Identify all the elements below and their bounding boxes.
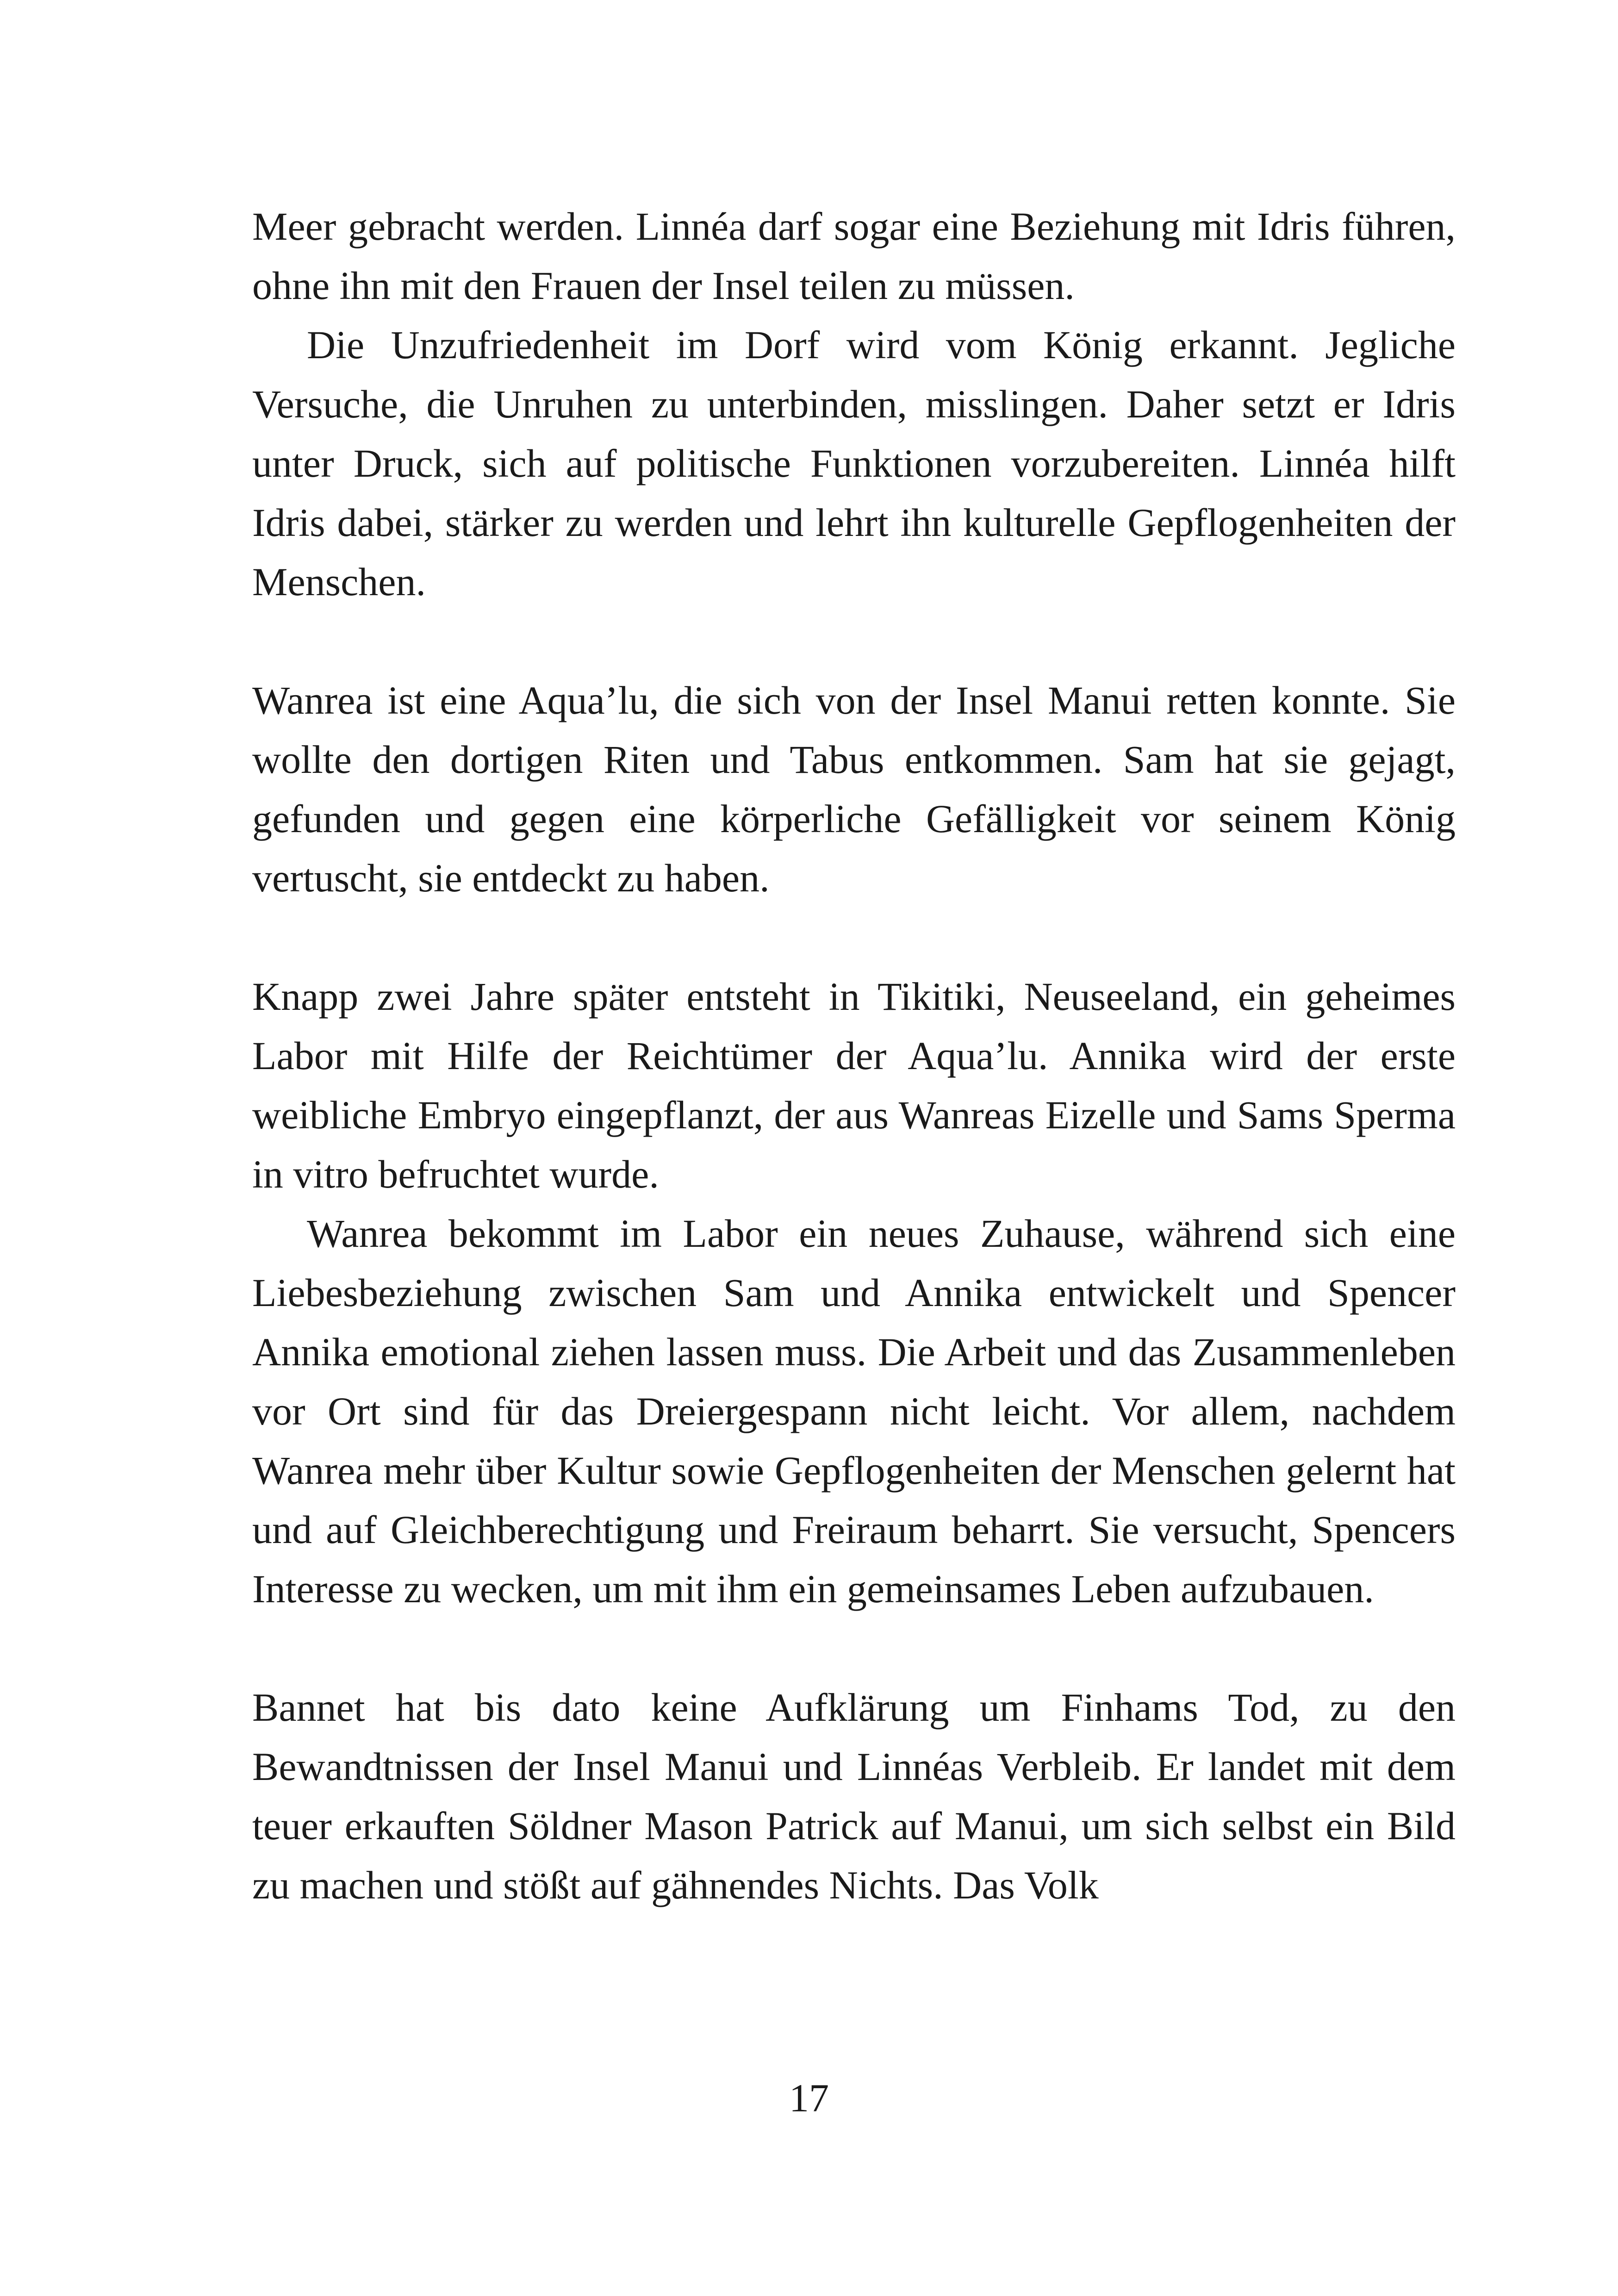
- paragraph-continuation: Meer gebracht werden. Linnéa darf sogar eine Beziehung mit Idris führen, ohne ihn mit den Frauen der Insel teilen zu müssen.: [252, 204, 1456, 308]
- paragraph-laboratory: Knapp zwei Jahre später entsteht in Tikitiki, Neuseeland, ein geheimes Labor mit Hilfe der Reichtümer der Aqua’lu. Annika wird der erste weibliche Embryo eingepflanzt, der aus Wanreas Eizelle und Sams Sperma in vitro befruchtet wurde.: [252, 974, 1456, 1196]
- paragraph-unrest: Die Unzufriedenheit im Dorf wird vom König erkannt. Jegliche Versuche, die Unruhen zu unterbinden, misslingen. Daher setzt er Idris unter Druck, sich auf politische Funktionen vorzubereiten. Linnéa hilft Idris dabei, stärker zu werden und lehrt ihn kulturelle Gepflogenheiten der Menschen.: [252, 323, 1456, 604]
- paragraph-wanrea: Wanrea ist eine Aqua’lu, die sich von der Insel Manui retten konnte. Sie wollte den dortigen Riten und Tabus entkommen. Sam hat sie gejagt, gefunden und gegen eine körperliche Gefälligkeit vor seinem König vertuscht, sie entdeckt zu haben.: [252, 678, 1456, 900]
- body-text: [252, 197, 1456, 1915]
- page-number: 17: [789, 2076, 829, 2120]
- paragraph-new-home: Wanrea bekommt im Labor ein neues Zuhause, während sich eine Liebesbeziehung zwischen Sam und Annika entwickelt und Spencer Annika emotional ziehen lassen muss. Die Arbeit und das Zusammenleben vor Ort sind für das Dreiergespann nicht leicht. Vor allem, nachdem Wanrea mehr über Kultur sowie Gepflogenheiten der Menschen gelernt hat und auf Gleichberechtigung und Freiraum beharrt. Sie versucht, Spencers Interesse zu wecken, um mit ihm ein gemeinsames Leben aufzubauen.: [252, 1211, 1456, 1611]
- paragraph-bannet: Bannet hat bis dato keine Aufklärung um Finhams Tod, zu den Bewandtnissen der Insel Manui und Linnéas Verbleib. Er landet mit dem teuer erkauften Söldner Mason Patrick auf Manui, um sich selbst ein Bild zu machen und stößt auf gähnendes Nichts. Das Volk: [252, 1685, 1456, 1907]
